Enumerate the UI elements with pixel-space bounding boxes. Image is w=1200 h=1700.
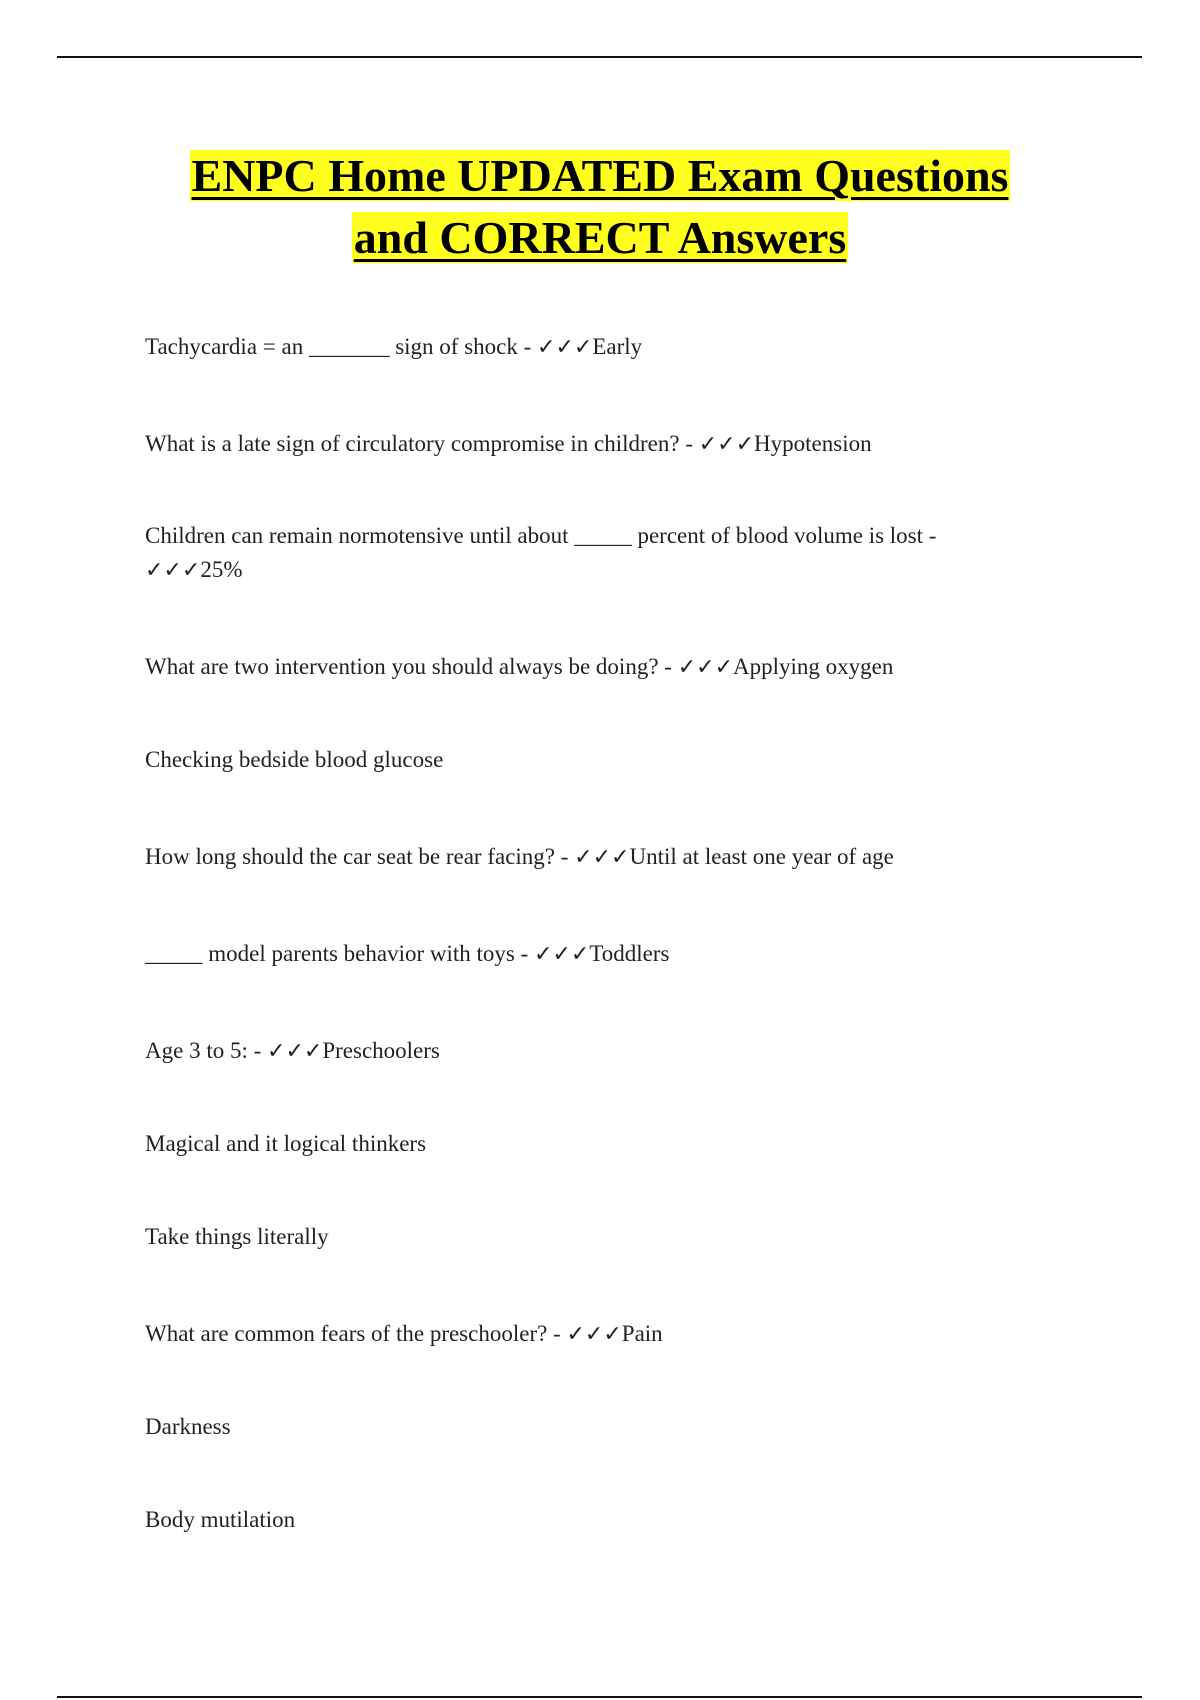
question-text: Tachycardia = an _______ sign of shock - [145, 334, 538, 359]
question-text: Age 3 to 5: - [145, 1038, 268, 1063]
qa-item [145, 650, 1045, 685]
answer-text: Until at least one year of age [629, 844, 894, 869]
bottom-rule [57, 1696, 1142, 1698]
answer-text: Applying oxygen [733, 654, 894, 679]
answer-continuation: Magical and it logical thinkers [145, 1131, 427, 1156]
answer-text: Hypotension [754, 431, 872, 456]
answer-text: Preschoolers [322, 1038, 440, 1063]
checkmark-icon: ✓✓✓ [145, 558, 201, 583]
title-line-2: and CORRECT Answers [353, 212, 847, 263]
answer-text: Pain [621, 1321, 663, 1346]
qa-item [145, 1034, 1045, 1069]
checkmark-icon: ✓✓✓ [698, 432, 755, 457]
answer-continuation: Checking bedside blood glucose [145, 747, 444, 772]
answer-continuation: Take things literally [145, 1224, 329, 1249]
qa-item [145, 427, 1045, 462]
answer-text: Toddlers [589, 941, 670, 966]
question-text: How long should the car seat be rear facing? - [145, 844, 575, 869]
answer-continuation: Darkness [145, 1414, 231, 1439]
question-text: What are common fears of the preschooler? - [145, 1321, 567, 1346]
title-line-1: ENPC Home UPDATED Exam Questions [191, 150, 1009, 201]
question-text: _____ model parents behavior with toys - [145, 941, 535, 966]
answer-text: Early [592, 334, 643, 359]
checkmark-icon: ✓✓✓ [677, 655, 734, 680]
checkmark-icon: ✓✓✓ [574, 845, 630, 870]
checkmark-icon: ✓✓✓ [537, 335, 593, 360]
checkmark-icon: ✓✓✓ [267, 1039, 323, 1064]
qa-item [145, 1317, 1045, 1352]
question-text: What are two intervention you should always be doing? - [145, 654, 678, 679]
checkmark-icon: ✓✓✓ [566, 1322, 622, 1347]
question-text: What is a late sign of circulatory compromise in children? - [145, 431, 699, 456]
answer-text: 25% [200, 557, 243, 582]
answer-continuation: Body mutilation [145, 1507, 296, 1532]
qa-item [145, 937, 1045, 972]
checkmark-icon: ✓✓✓ [534, 942, 590, 967]
qa-item [145, 519, 995, 588]
qa-item [145, 840, 1045, 875]
page-title [0, 145, 1200, 269]
qa-item [145, 330, 1045, 365]
top-rule [57, 56, 1142, 58]
question-text: Children can remain normotensive until about _____ percent of blood volume is lost - [145, 523, 943, 548]
